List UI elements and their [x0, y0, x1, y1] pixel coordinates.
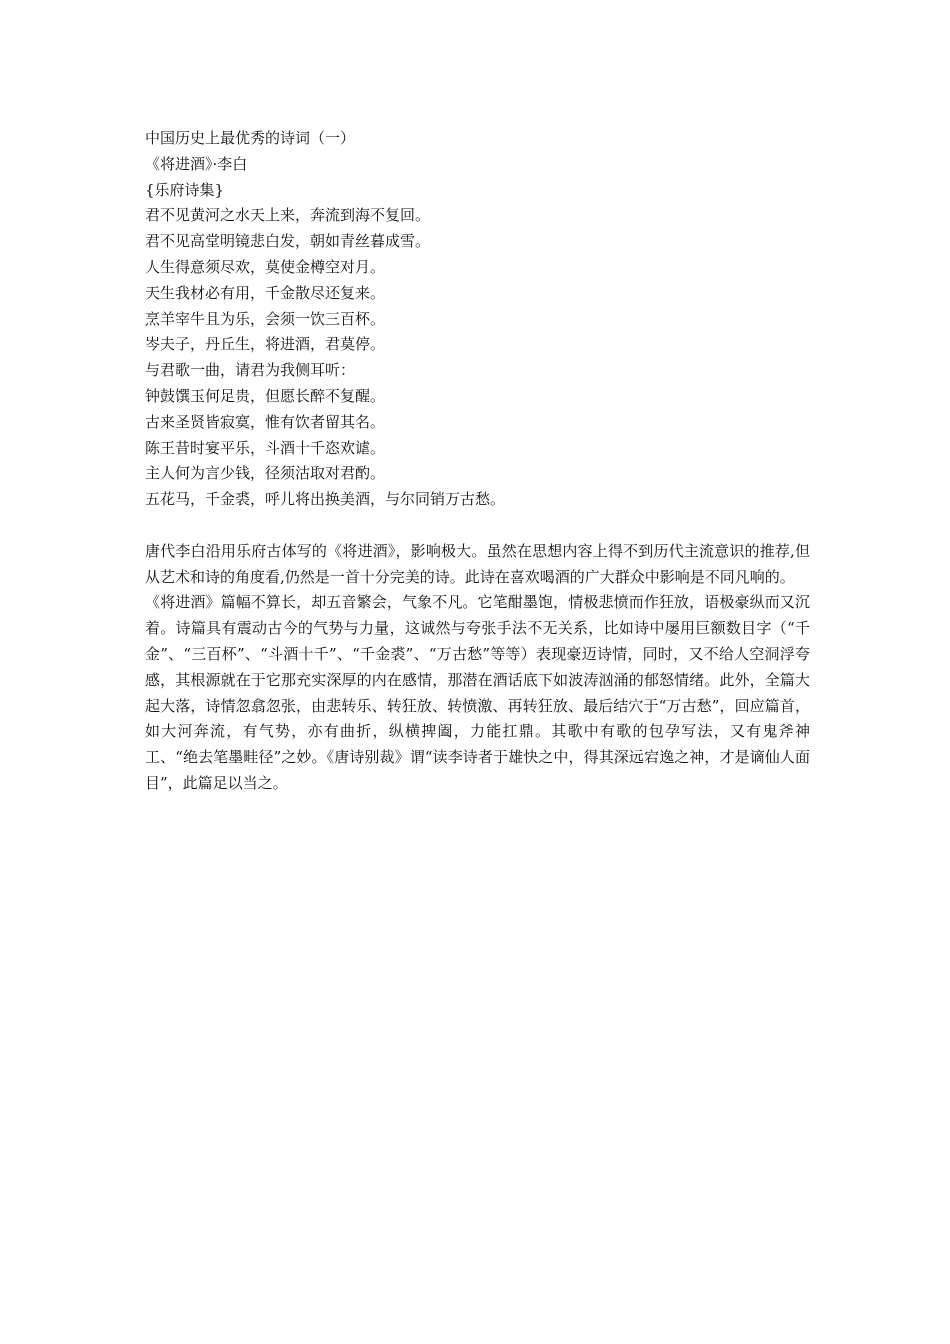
- commentary-paragraph-1: 唐代李白沿用乐府古体写的《将进酒》，影响极大。虽然在思想内容上得不到历代主流意识的推荐,但从艺术和诗的角度看,仍然是一首十分完美的诗。此诗在喜欢喝酒的广大群众中影响是不同凡响的。: [145, 541, 810, 586]
- poem-line: 主人何为言少钱，径须沽取对君酌。: [145, 464, 386, 483]
- collection-label: {乐府诗集}: [145, 180, 225, 199]
- poem-line: 古来圣贤皆寂寞，惟有饮者留其名。: [145, 412, 386, 431]
- poem-line: 君不见黄河之水天上来，奔流到海不复回。: [145, 206, 431, 225]
- poem-line: 钟鼓馔玉何足贵，但愿长醉不复醒。: [145, 386, 386, 405]
- poem-line: 天生我材必有用，千金散尽还复来。: [145, 283, 386, 302]
- poem-line: 人生得意须尽欢，莫使金樽空对月。: [145, 257, 386, 276]
- poem-line: 岑夫子，丹丘生，将进酒，君莫停。: [145, 335, 386, 354]
- paragraph-spacer: [145, 513, 810, 539]
- poem-heading: 《将进酒》·李白: [145, 154, 248, 173]
- poem-line: 君不见高堂明镜悲白发，朝如青丝暮成雪。: [145, 232, 431, 251]
- poem-body: [145, 203, 810, 513]
- commentary-paragraph-2: 《将进酒》篇幅不算长，却五音繁会，气象不凡。它笔酣墨饱，情极悲愤而作狂放，语极豪纵而又沉着。诗篇具有震动古今的气势与力量，这诚然与夸张手法不无关系，比如诗中屡用巨额数目字（“千金”、“三百杯”、“斗酒十千”、“千金裘”、“万古愁”等等）表现豪迈诗情，同时，又不给人空洞浮夸感，其根源就在于它那充实深厚的内在感情，那潜在酒话底下如波涛汹涌的郁怒情绪。此外，全篇大起大落，诗情忽翕忽张，由悲转乐、转狂放、转愤激、再转狂放、最后结穴于“万古愁”，回应篇首，如大河奔流，有气势，亦有曲折，纵横捭阖，力能扛鼎。其歌中有歌的包孕写法，又有鬼斧神工、“绝去笔墨畦径”之妙。《唐诗别裁》谓“读李诗者于雄快之中，得其深远宕逸之神，才是谪仙人面目”，此篇足以当之。: [145, 593, 810, 792]
- document-page: [145, 126, 810, 797]
- poem-line: 五花马，千金裘，呼儿将出换美酒，与尔同销万古愁。: [145, 490, 506, 509]
- poem-line: 与君歌一曲，请君为我侧耳听：: [145, 361, 356, 380]
- document-title: 中国历史上最优秀的诗词（一）: [145, 129, 356, 147]
- poem-line: 陈王昔时宴平乐，斗酒十千恣欢谑。: [145, 438, 386, 457]
- poem-line: 烹羊宰牛且为乐，会须一饮三百杯。: [145, 309, 386, 328]
